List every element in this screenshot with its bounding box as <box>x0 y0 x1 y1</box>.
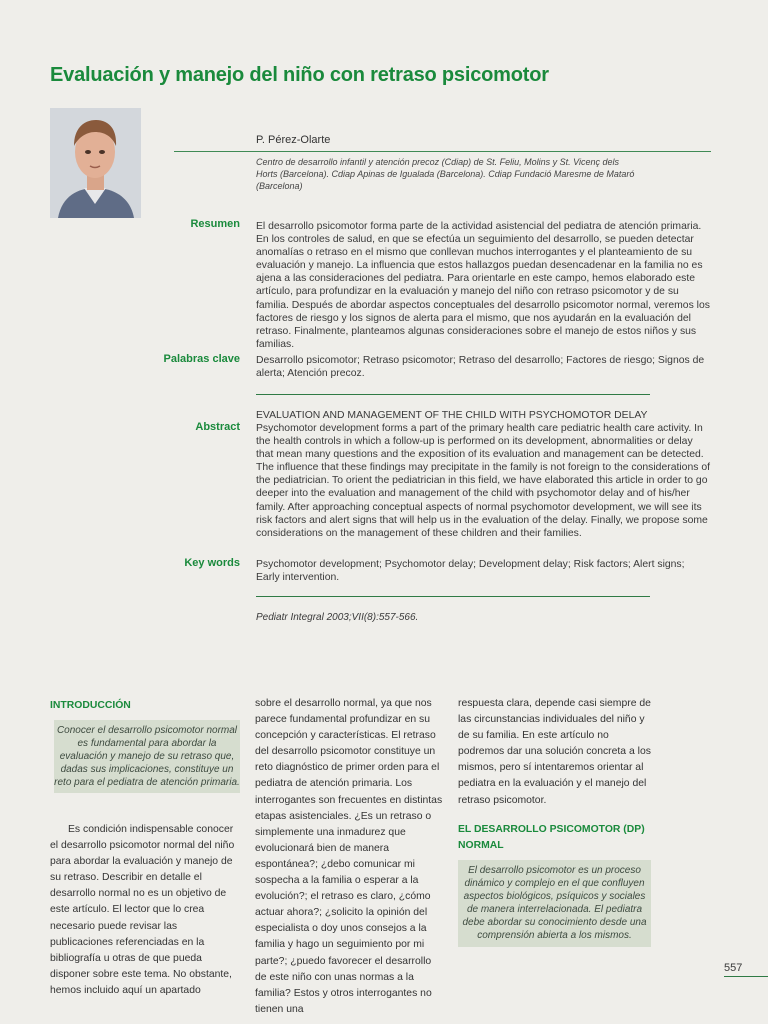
column2-paragraph: sobre el desarrollo normal, ya que nos parece fundamental profundizar en su concepción y características. El retraso del desarrollo psicomotor constituye un reto diagnóstico de primer orden para el pediatra de atención primaria. Los interrogantes son frecuentes en distintas etapas asistenciales. ¿Es un retraso o simplemente una inmadurez que evolucionará bien de manera espontánea?; ¿debo comunicar mi sospecha a la familia o esperar a la evolución?; el retraso es claro, ¿cómo actuar ahora?; ¿solicito la opinión del especialista o doy unos consejos a la familia y hago un seguimiento por mi parte?; ¿puedo favorecer el desarrollo de este niño con unas normas a la familia? Estos y otros interrogantes no tienen una <box>255 698 443 1015</box>
section-divider <box>256 596 650 597</box>
dp-heading: EL DESARROLLO PSICOMOTOR (DP) NORMAL <box>458 824 645 852</box>
author-divider <box>174 151 711 152</box>
palabras-clave-text: Desarrollo psicomotor; Retraso psicomotor; Retraso del desarrollo; Factores de riesgo; Signos de alerta; Atención precoz. <box>256 355 705 380</box>
key-words-text: Psychomotor development; Psychomotor delay; Development delay; Risk factors; Alert signs; Early intervention. <box>256 559 685 584</box>
author-name: P. Pérez-Olarte <box>256 134 331 146</box>
abstract-heading: EVALUATION AND MANAGEMENT OF THE CHILD WITH PSYCHOMOTOR DELAY <box>256 410 648 421</box>
resumen-label: Resumen <box>190 218 240 230</box>
section-divider <box>256 394 650 395</box>
citation: Pediatr Integral 2003;VII(8):557-566. <box>256 612 419 623</box>
abstract-text: Psychomotor development forms a part of the primary health care pediatric health care activity. In the health controls in which a follow-up is performed on its development, abnormalities or delay that mean many questions and the exposition of its evaluation and management can be detected. The influence that these findings may precipitate in the family is not foreign to the considerations of the pediatrician. To orient the pediatrician in this field, we have elaborated this article in order to go deeper into the evaluation and management of the child with psychomotor delay and of his/her family. After approaching conceptual aspects of normal psychomotor development, we will see its risk factors and alert signs that will help us in the evaluation of the delay. Finally, we propose some considerations on the management of these children and their families. <box>256 423 710 539</box>
dp-callout: El desarrollo psicomotor es un proceso dinámico y complejo en el que confluyen aspectos biológicos, psíquicos y sociales de manera interrelacionada. El pediatra debe abordar su conocimiento desde una comprensión abierta a los mismos. <box>458 860 651 947</box>
resumen-text: El desarrollo psicomotor forma parte de la actividad asistencial del pediatra de atención primaria. En los controles de salud, en que se efectúa un seguimiento del desarrollo, se pueden detectar anomalías o retraso en el mismo que conllevan muchos interrogantes y el planteamiento de su evaluación y manejo. La influencia que estos hallazgos puedan desencadenar en la familia no es ajena a las consideraciones del pediatra. Para orientarle en este campo, hemos elaborado este artículo, para profundizar en la evaluación y manejo del niño con retraso psicomotor y de su familia. Después de abordar aspectos conceptuales del desarrollo psicomotor normal, veremos los factores de riesgo y los signos de alerta para el mismo, que nos ayudarán en la evaluación del retraso. Finalmente, planteamos algunas consideraciones sobre el manejo de estos niños y sus familias. <box>256 221 710 350</box>
page-number-rule <box>724 976 768 977</box>
column3-paragraph: respuesta clara, depende casi siempre de las circunstancias individuales del niño y de su familia. En este artículo no podremos dar una solución concreta a los mismos, pero sí intentaremos orientar al pediatra en la evaluación y el manejo del retraso psicomotor. <box>458 698 651 806</box>
intro-callout: Conocer el desarrollo psicomotor normal es fundamental para abordar la evaluación y manejo de su retraso que, dadas sus implicaciones, constituye un reto para el pediatra de atención primaria. <box>54 720 240 793</box>
palabras-clave-label: Palabras clave <box>163 353 240 365</box>
intro-paragraph: Es condición indispensable conocer el desarrollo psicomotor normal del niño para abordar la evaluación y manejo de su retraso. Describir en detalle el desarrollo normal no es un objetivo de este artículo. El lector que lo crea necesario puede revisar las publicaciones referenciadas en la bibliografía u otras de que pueda disponer sobre este tema. No obstante, hemos incluido aquí un apartado <box>50 824 235 996</box>
page-number: 557 <box>724 962 743 974</box>
author-affiliation: Centro de desarrollo infantil y atención precoz (Cdiap) de St. Feliu, Molins y St. Vicenç dels Horts (Barcelona). Cdiap Apinas de Igualada (Barcelona). Cdiap Fundació Maresme de Mataró (Barcelona) <box>256 157 635 191</box>
author-photo <box>50 108 141 218</box>
article-title: Evaluación y manejo del niño con retraso psicomotor <box>50 64 549 86</box>
intro-heading: INTRODUCCIÓN <box>50 700 131 711</box>
abstract-label: Abstract <box>195 421 240 433</box>
key-words-label: Key words <box>184 557 240 569</box>
